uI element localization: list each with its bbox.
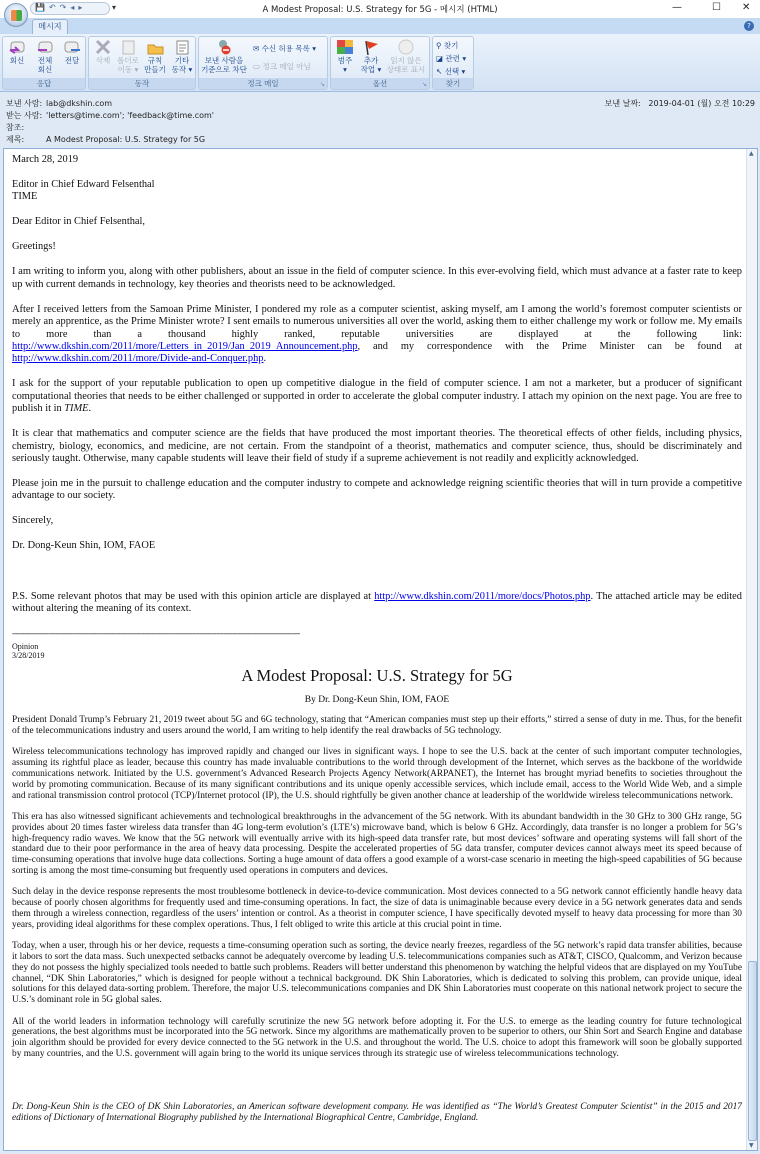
subject-label: 제목: (6, 135, 25, 144)
delete-icon (94, 39, 112, 55)
related-button[interactable]: ◪ 관련 ▾ (436, 54, 467, 63)
article-paragraph: All of the world leaders in information technology will carefully scrutinize the new 5G network before adopting it. For the U.S. to emerge as the leading country for future technological generations, the best algorithms must be incorporated into the 5G network. Since my algorithms are mathematically proven to be superior to others, our Shin Sort and Search Engine and database join algorithm should be provided for every device connected to the 5G network in the U.S. and throughout the world. The U.S. choice to adopt this framework will soon be globally supported by many countries, and the U.S. government will again bring to the world its unique services through its strategic use of wireless telecommunications technology. (12, 1016, 742, 1059)
group-options (330, 36, 430, 90)
ribbon-tabs (0, 18, 760, 34)
categorize-button[interactable]: 범주 ▾ (334, 39, 356, 74)
group-respond (2, 36, 86, 90)
tab-message[interactable]: 메시지 (32, 19, 68, 34)
vertical-scrollbar[interactable] (746, 149, 757, 1150)
select-button[interactable]: ↖ 선택 ▾ (436, 67, 466, 76)
create-rule-button[interactable]: 규칙 만들기 (142, 39, 168, 74)
group-label: 찾기 (433, 78, 473, 89)
related-icon: ◪ (436, 54, 444, 63)
group-find (432, 36, 474, 90)
reply-icon (8, 39, 26, 55)
group-label: 정크 메일 (199, 78, 327, 89)
group-actions (88, 36, 196, 90)
group-junk-mail (198, 36, 328, 90)
article-date: 3/28/2019 (12, 651, 45, 661)
dialog-launcher-icon[interactable]: ↘ (421, 81, 427, 88)
sent-label: 보낸 날짜: (604, 99, 641, 108)
title-bar (0, 0, 760, 18)
group-label: 옵션 (331, 78, 429, 89)
block-sender-icon (215, 39, 233, 55)
subject-value: A Modest Proposal: U.S. Strategy for 5G (46, 135, 206, 144)
move-to-folder-button[interactable]: 폴더로 이동 ▾ (116, 39, 140, 74)
safe-senders-list-button[interactable]: ✉ 수신 허용 목록 ▾ (253, 44, 317, 53)
minimize-button[interactable]: — (672, 2, 682, 13)
block-sender-button[interactable]: 보낸 사람을 기준으로 차단 (201, 39, 247, 74)
scroll-down-icon[interactable]: ▼ (749, 1142, 754, 1149)
announcement-link[interactable]: http://www.dkshin.com/2011/more/Letters_in_2019/Jan_2019_Announcement.php (12, 341, 358, 353)
article-paragraph: Wireless telecommunications technology has improved rapidly and changed our lives in significant ways. I hope to see the U.S. back at the center of such important computer technologies, assuming its rightful place as leader, because this country has made invaluable contributions to the world through development of the Internet, which serves as the backbone of the worldwide communications network. Initiated by the U.S. government’s Advanced Research Projects Agency Network(ARPANET), the Internet has brought myriad benefits to societies throughout the world by promoting communication. Because of its many significant contributions and its unique openly accessible services, which include email, access to the World Wide Web, and a simple and rational transmission control protocol (TCP)/Internet protocol (IP), the U.S. should rightfully be given another chance at leadership of the worldwide wireless telecommunications network. (12, 747, 742, 801)
mark-unread-icon (397, 39, 415, 55)
paragraph: I ask for the support of your reputable publication to open up competitive dialogue in the field of computer science. I am not a marketer, but a producer of significant computational theories that needs to be either challenged or supported in order to accelerate the global computer industry. I attach my opinion on the next page. You are free to publish it in TIME. (12, 378, 742, 415)
author-bio: Dr. Dong-Keun Shin is the CEO of DK Shin Laboratories, an American software development company. He was identified as “The World’s Greatest Computer Scientist” in the 2015 and 2017 editions of Dictionary of International Biography published by the International Biographical Centre, Cambridge, England. (12, 1101, 742, 1123)
office-logo-icon (11, 10, 22, 21)
flag-icon (362, 39, 380, 55)
photos-link[interactable]: http://www.dkshin.com/2011/more/docs/Photos.php (374, 590, 591, 602)
sent-value: 2019-04-01 (월) 오전 10:29 (648, 99, 755, 108)
divide-and-conquer-link[interactable]: http://www.dkshin.com/2011/more/Divide-and-Conquer.php (12, 353, 264, 365)
paragraph: It is clear that mathematics and computer science are the fields that have produced the most important theories. The theoretical effects of other fields, including physics, chemistry, biology, economics, and medicine, are not certain. From the standpoint of a theorist, mathematics and computer science, thus, should be discriminately and seriously taught. Otherwise, many capable students will leave their field of study if a supreme achievement is not readily and explicitly acknowledged. (12, 428, 742, 465)
move-folder-icon (119, 39, 137, 55)
article-paragraph: President Donald Trump’s February 21, 2019 tweet about 5G and 6G technology, stating that “American companies must step up their efforts,” stirred a sense of duty in me. Thus, for the benefit of the telecommunications industry and users around the world, I am writing to help identify the real drawbacks of 5G technology. (12, 715, 742, 737)
to-value[interactable]: 'letters@time.com'; 'feedback@time.com' (46, 111, 214, 120)
ribbon (0, 34, 760, 92)
article (12, 642, 742, 1123)
group-label: 응답 (3, 78, 85, 89)
salutation: Dear Editor in Chief Felsenthal, (12, 216, 146, 228)
find-button[interactable]: ⚲ 찾기 (436, 41, 459, 50)
reply-button[interactable]: 회신 (7, 39, 27, 65)
cc-label: 참조: (6, 123, 25, 132)
binoculars-icon: ⚲ (436, 41, 442, 50)
customize-quick-access-icon[interactable]: ▾ (112, 3, 117, 12)
article-paragraph: Today, when a user, through his or her device, requests a time-consuming operation such as sorting, the device nearly freezes, regardless of the 5G network’s rapid data transfer abilities, because it labors to sort the data mass. Such unexpected setbacks cannot be adequately overcome by leading U.S. telecommunications companies such as AT&T, CISCO, Qualcomm, and Verizon because they do not possess the highly specialized tools needed to battle such problems. Readers will better understand this phenomenon by watching the helpful videos that are displayed on my YouTube channel, “DK Shin Laboratories,” which is designed for people without a technical background. DK Shin Laboratories, which is dedicated to solving this problem, can provide unique, ideal solutions for this delayed data-sorting problem. Therefore, the major U.S. telecommunications companies and DK Shin Laboratories must cooperate on this national network project to secure the U.S.’s dominant role in 5G global sales. (12, 941, 742, 1006)
delete-button[interactable]: 삭제 (93, 39, 113, 65)
letter-date: March 28, 2019 (12, 154, 79, 165)
scroll-up-icon[interactable]: ▲ (749, 150, 754, 157)
separator: ------------------------------------------------------------------------------------------------------------------------ (12, 628, 300, 639)
categorize-icon (336, 39, 354, 55)
article-byline: By Dr. Dong-Keun Shin, IOM, FAOE (304, 695, 450, 706)
mark-unread-button[interactable]: 읽지 않은 상태로 표시 (385, 39, 427, 74)
reply-all-button[interactable]: 전체 회신 (33, 39, 57, 74)
closing: Sincerely, (12, 515, 54, 527)
recipient: Editor in Chief Edward Felsenthal TIME (12, 179, 155, 203)
to-label: 받는 사람: (6, 111, 43, 120)
from-label: 보낸 사람: (6, 99, 43, 108)
other-actions-button[interactable]: 기타 동작 ▾ (170, 39, 194, 74)
message-body (3, 148, 758, 1151)
not-junk-button[interactable]: ▭ 정크 메일 아님 (253, 62, 311, 71)
sent-date (605, 98, 755, 109)
window-title: A Modest Proposal: U.S. Strategy for 5G - 메시지 (HTML) (262, 5, 498, 15)
reply-all-icon (36, 39, 54, 55)
cover-letter (12, 154, 742, 616)
scrollbar-thumb[interactable] (748, 961, 757, 1141)
follow-up-button[interactable]: 추가 작업 ▾ (358, 39, 384, 74)
group-label: 동작 (89, 78, 195, 89)
message-header (0, 93, 760, 148)
forward-icon (63, 39, 81, 55)
postscript: P.S. Some relevant photos that may be used with this opinion article are displayed at http://www.dkshin.com/2011/more/docs/Photos.php. The attached article may be edited without altering the meaning of its context. (12, 590, 742, 615)
close-button[interactable]: ✕ (742, 2, 751, 13)
paragraph: After I received letters from the Samoan Prime Minister, I pondered my role as a computer scientist, asking myself, am I among the world’s foremost computer scientists or merely an apprentice, as the Prime Minister wrote? I sent emails to numerous universities all over the world, asking them to either challenge my work or follow me. My emails to more than a thousand highly ranked, reputable universities are displayed at the following link: http://www.dkshin.com/2011/more/Letters_in_2019/Jan_2019_Announcement.php, and my correspondence with the Prime Minister can be found at http://www.dkshin.com/2011/more/Divide-and-Conquer.php. (12, 303, 742, 365)
office-button[interactable] (4, 3, 28, 27)
help-icon[interactable]: ? (744, 21, 754, 31)
article-section: Opinion (12, 642, 39, 652)
article-paragraph: This era has also witnessed significant achievements and technological breakthroughs in the advancement of the 5G network. With its abundant bandwidth in the 30 GHz to 300 GHz range, 5G provides about 20 times faster wireless data transfer than 4G long-term evolution’s (LTE’s) microwave band, which is below 6 GHz. Accordingly, data transfer is no longer a problem for 5G’s high-frequency radio waves. We know that the 5G network will eventually arrive with its high-speed data transfer rate, but most devices’ software and operating systems will fall short of the standard due to their poor performance in the area of heavy data processing. Despite the accelerated properties of 5G data transfer, computer devices cannot always meet its speed because of time-consuming operations that involve huge data collections. Sorting a huge amount of data offers a good example of a worst-case scenario in meeting the high-speed capabilities of 5G because sorting is among the most time-consuming but frequently used operations in computers and devices. (12, 812, 742, 877)
quick-access-toolbar[interactable]: 💾↶↷◂▸ (30, 2, 110, 15)
cursor-icon: ↖ (436, 67, 443, 76)
maximize-button[interactable]: ☐ (712, 2, 721, 13)
article-title: A Modest Proposal: U.S. Strategy for 5G (241, 666, 513, 686)
greeting: Greetings! (12, 241, 56, 253)
article-paragraph: Such delay in the device response represents the most troublesome bottleneck in device-to-device communication. Most devices connected to a 5G network cannot efficiently handle heavy data because of poorly chosen algorithms for frequently used and time-consuming operations. In fact, the size of data is unimaginable because every device in a 5G network generates data and sends them through a wireless connection, regardless of the users’ intention or control. As a theorist in computer science, I have specifically devoted myself to heavy data processing for more than 30 years, providing ideal algorithms for these complex operations. Thus, I felt obliged to write this article at this crucial point in time. (12, 887, 742, 930)
from-value[interactable]: lab@dkshin.com (46, 99, 113, 108)
other-actions-icon (173, 39, 191, 55)
forward-button[interactable]: 전달 (61, 39, 83, 65)
paragraph: Please join me in the pursuit to challenge education and the computer industry to compete and acknowledge reigning scientific theories that will in turn provide a competitive advantage to our society. (12, 478, 742, 502)
signature: Dr. Dong-Keun Shin, IOM, FAOE (12, 540, 156, 552)
dialog-launcher-icon[interactable]: ↘ (319, 81, 325, 88)
paragraph: I am writing to inform you, along with other publishers, about an issue in the field of computer science. In this ever-evolving field, which must advance at a faster rate to keep up with current demands in technology, key theories and theorists need to be acknowledged. (12, 266, 742, 290)
rules-icon (146, 39, 164, 55)
